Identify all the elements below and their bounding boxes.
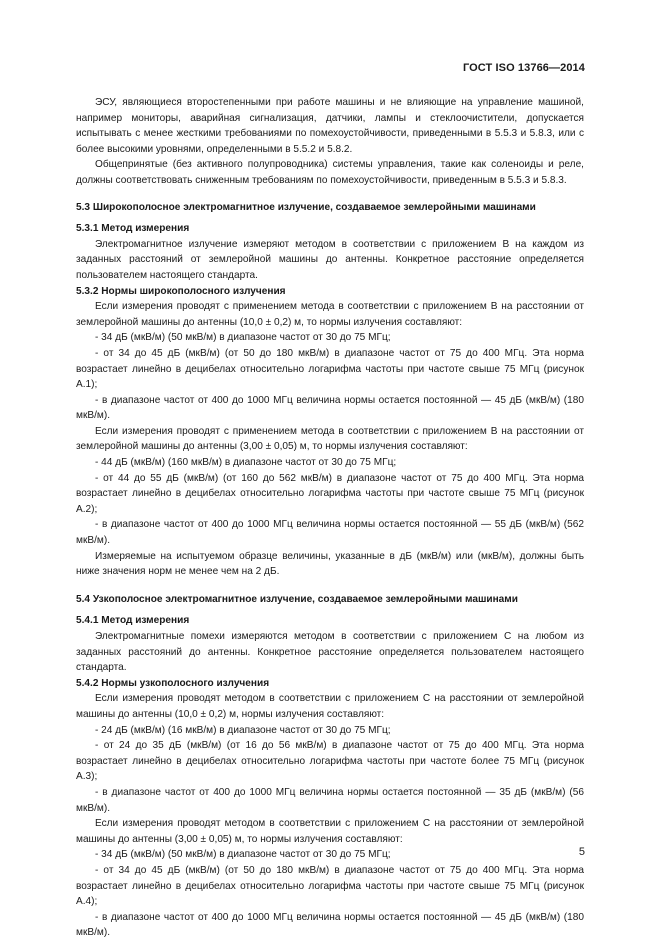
section-5-3-2-para-3: Измеряемые на испытуемом образце величины, указанные в дБ (мкВ/м) или (мкВ/м), должны быть ниже значения норм не менее чем на 2 дБ. xyxy=(76,550,584,578)
list-item: - от 44 до 55 дБ (мкВ/м) (от 160 до 562 мкВ/м) в диапазоне частот от 75 до 400 МГц. Эта норма возрастает линейно в децибелах относительно логарифма частоты при частоте свыше 75 МГц (рисунок А.2); xyxy=(76,472,584,515)
section-5-3-title: 5.3 Широкополосное электромагнитное излучение, создаваемое землеройными машинами xyxy=(76,201,536,213)
list-item: - от 24 до 35 дБ (мкВ/м) (от 16 до 56 мкВ/м) в диапазоне частот от 75 до 400 МГц. Эта норма возрастает линейно в децибелах относительно логарифма частоты при частоте более 75 МГц (рисунок А.3); xyxy=(76,740,584,783)
list-item: - от 34 до 45 дБ (мкВ/м) (от 50 до 180 мкВ/м) в диапазоне частот от 75 до 400 МГц. Эта норма возрастает линейно в децибелах относительно логарифма частоты при частоте свыше 75 МГц (рисунок А.1); xyxy=(76,347,584,391)
section-5-4-1-title: 5.4.1 Метод измерения xyxy=(76,615,190,627)
section-5-3-1-title: 5.3.1 Метод измерения xyxy=(76,223,190,235)
list-item: - в диапазоне частот от 400 до 1000 МГц величина нормы остается постоянной — 45 дБ (мкВ/м) (180 мкВ/м). xyxy=(76,911,584,939)
section-5-3-2-title: 5.3.2 Нормы широкополосного излучения xyxy=(76,285,286,297)
list-item: - в диапазоне частот от 400 до 1000 МГц величина нормы остается постоянной — 35 дБ (мкВ/м) (56 мкВ/м). xyxy=(76,786,584,814)
section-5-4-2-title: 5.4.2 Нормы узкополосного излучения xyxy=(76,677,270,689)
list-item: - 34 дБ (мкВ/м) (50 мкВ/м) в диапазоне частот от 30 до 75 МГц; xyxy=(95,332,391,344)
intro-paragraph-2: Общепринятые (без активного полупроводника) системы управления, такие как соленоиды и реле, должны соответствовать сниженным требованиям по помехоустойчивости, приведенным в 5.5.3 и 5.8.3. xyxy=(76,159,584,186)
list-item: - 44 дБ (мкВ/м) (160 мкВ/м) в диапазоне частот от 30 до 75 МГц; xyxy=(95,457,397,469)
list-item: - в диапазоне частот от 400 до 1000 МГц величина нормы остается постоянной — 45 дБ (мкВ/м) (180 мкВ/м). xyxy=(76,394,584,422)
section-5-4-title: 5.4 Узкополосное электромагнитное излучение, создаваемое землеройными машинами xyxy=(76,593,518,605)
page-content xyxy=(76,95,584,941)
list-item: - от 34 до 45 дБ (мкВ/м) (от 50 до 180 мкВ/м) в диапазоне частот от 75 до 400 МГц. Эта норма возрастает линейно в децибелах относительно логарифма частоты при частоте свыше 75 МГц (рисунок А.4); xyxy=(76,864,584,908)
section-5-4-2-para-2: Если измерения проводят методом в соответствии с приложением С на расстоянии от землеройной машины до антенны (3,00 ± 0,05) м, то нормы излучения составляют: xyxy=(76,818,584,845)
section-5-3-2-para-1: Если измерения проводят с применением метода в соответствии с приложением В на расстоянии от землеройной машины до антенны (10,0 ± 0,2) м, то нормы излучения составляют: xyxy=(76,301,584,328)
list-item: - 24 дБ (мкВ/м) (16 мкВ/м) в диапазоне частот от 30 до 75 МГц; xyxy=(95,724,391,736)
section-5-4-2-para-1: Если измерения проводят методом в соответствии с приложением С на расстоянии от землеройной машины до антенны (10,0 ± 0,2) м, нормы излучения составляют: xyxy=(76,693,584,720)
section-5-4-1-text: Электромагнитные помехи измеряются методом в соответствии с приложением С на любом из заданных расстояний до антенны. Конкретное расстояние определяется пользователем настоящего стандарта. xyxy=(76,631,584,674)
list-item: - в диапазоне частот от 400 до 1000 МГц величина нормы остается постоянной — 55 дБ (мкВ/м) (562 мкВ/м). xyxy=(76,519,584,547)
list-item: - 34 дБ (мкВ/м) (50 мкВ/м) в диапазоне частот от 30 до 75 МГц; xyxy=(95,849,391,861)
intro-paragraph-1: ЭСУ, являющиеся второстепенными при работе машины и не влияющие на управление машиной, например мониторы, аварийная сигнализация, датчики, лампы и стеклоочистители, допускается испытывать с менее жесткими требованиями по помехоустойчивости, приведенными в 5.5.3 и 5.8.3, или с более высокими уровнями, определенными в 5.5.2 и 5.8.2. xyxy=(76,97,584,155)
document-header: ГОСТ ISO 13766—2014 xyxy=(462,62,585,74)
section-5-3-2-para-2: Если измерения проводят с применением метода в соответствии с приложением В на расстоянии от землеройной машины до антенны (3,00 ± 0,05) м, то нормы излучения составляют: xyxy=(76,425,584,453)
section-5-3-1-text: Электромагнитное излучение измеряют методом в соответствии с приложением В на каждом из заданных расстояний от землеройной машины до антенны. Конкретное расстояние определяется пользователем настоящего стандарта. xyxy=(76,238,584,281)
page-number: 5 xyxy=(578,846,585,858)
